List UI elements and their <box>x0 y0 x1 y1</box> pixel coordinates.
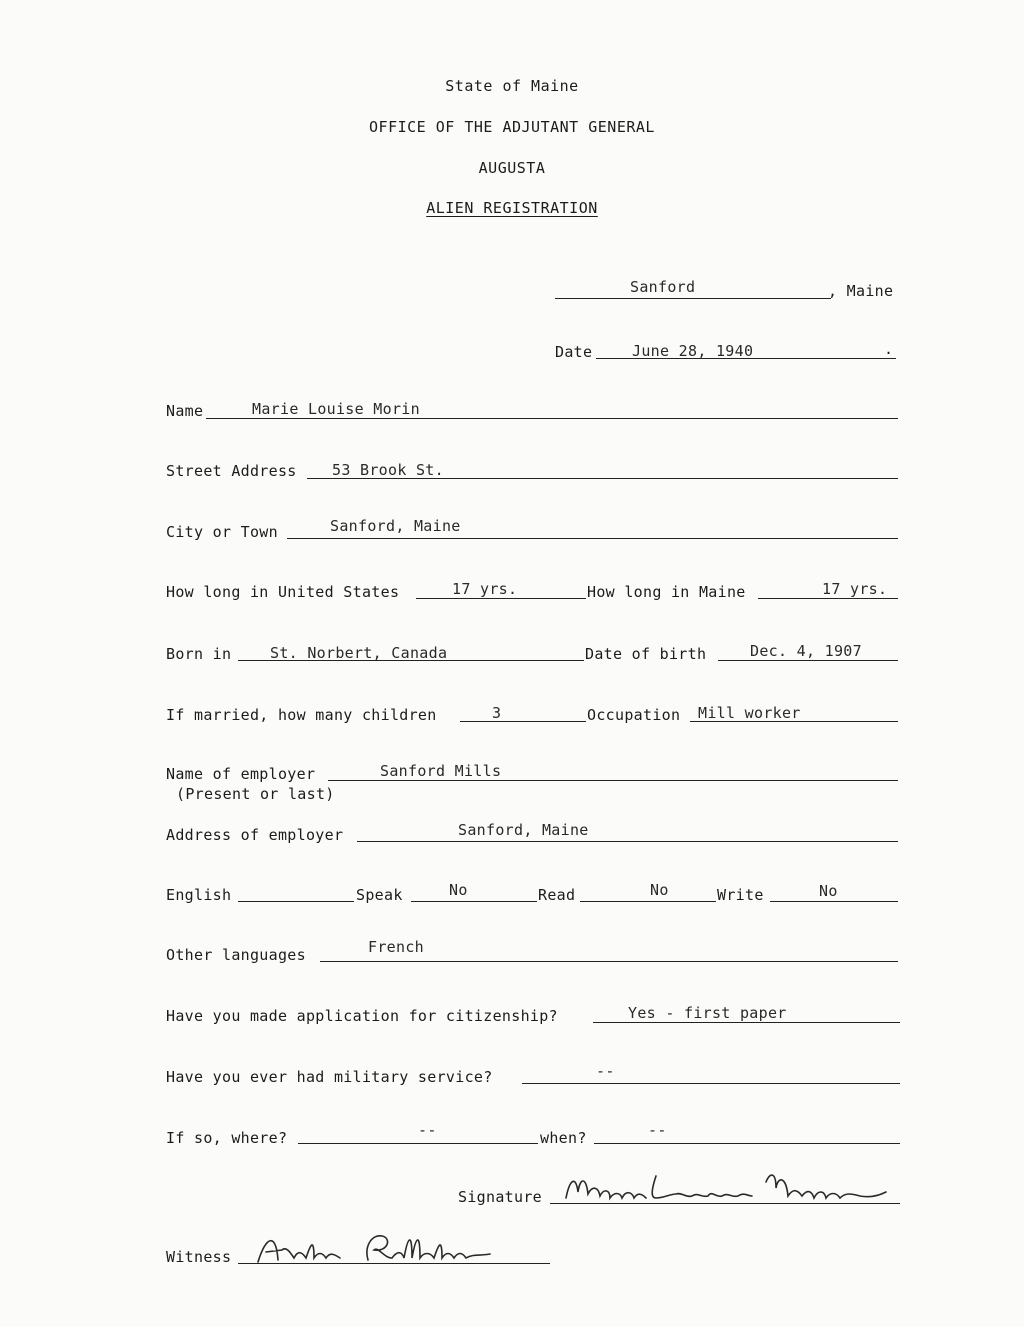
place-town-value: Sanford <box>630 278 696 296</box>
city-heading: AUGUSTA <box>478 159 546 177</box>
street-value: 53 Brook St. <box>332 461 444 479</box>
date-end-mark: . <box>884 340 894 358</box>
employer-address-value: Sanford, Maine <box>458 821 589 839</box>
city-label: City or Town <box>166 523 278 541</box>
employer-line <box>328 780 898 781</box>
occupation-label: Occupation <box>587 706 681 724</box>
street-label: Street Address <box>166 462 297 480</box>
how-long-maine-label: How long in Maine <box>587 583 746 601</box>
employer-address-line <box>357 841 898 842</box>
write-label: Write <box>717 886 764 904</box>
how-long-us-label: How long in United States <box>166 583 400 601</box>
citizenship-line <box>593 1022 900 1023</box>
english-line <box>238 901 354 902</box>
read-line <box>580 901 716 902</box>
citizenship-value: Yes - first paper <box>628 1004 787 1022</box>
when-value: -- <box>648 1121 667 1139</box>
speak-value: No <box>449 881 468 899</box>
dob-label: Date of birth <box>585 645 707 663</box>
form-title: ALIEN REGISTRATION <box>426 199 598 217</box>
how-long-us-line <box>416 598 586 599</box>
other-languages-value: French <box>368 938 424 956</box>
other-languages-label: Other languages <box>166 946 306 964</box>
name-line <box>206 418 898 419</box>
city-line <box>287 538 898 539</box>
born-in-label: Born in <box>166 645 232 663</box>
english-label: English <box>166 886 232 904</box>
citizenship-label: Have you made application for citizenship? <box>166 1007 558 1025</box>
children-label: If married, how many children <box>166 706 437 724</box>
employer-sublabel: (Present or last) <box>176 785 335 803</box>
read-value: No <box>650 881 669 899</box>
military-line <box>522 1083 900 1084</box>
place-line <box>555 298 831 299</box>
military-value: -- <box>596 1062 615 1080</box>
where-line <box>298 1143 538 1144</box>
where-value: -- <box>418 1121 437 1139</box>
how-long-us-value: 17 yrs. <box>452 580 518 598</box>
name-value: Marie Louise Morin <box>252 400 420 418</box>
how-long-maine-value: 17 yrs. <box>822 580 888 598</box>
dob-value: Dec. 4, 1907 <box>750 642 862 660</box>
when-line <box>594 1143 900 1144</box>
write-value: No <box>819 882 838 900</box>
employer-address-label: Address of employer <box>166 826 344 844</box>
read-label: Read <box>538 886 576 904</box>
employer-label: Name of employer <box>166 765 316 783</box>
date-label: Date <box>555 343 593 361</box>
city-value: Sanford, Maine <box>330 517 461 535</box>
where-label: If so, where? <box>166 1129 288 1147</box>
name-label: Name <box>166 402 204 420</box>
occupation-value: Mill worker <box>698 704 801 722</box>
place-state-label: , Maine <box>828 282 894 300</box>
office-heading: OFFICE OF THE ADJUTANT GENERAL <box>369 118 655 136</box>
when-label: when? <box>540 1129 587 1147</box>
children-value: 3 <box>492 704 502 722</box>
date-value: June 28, 1940 <box>632 342 754 360</box>
other-languages-line <box>320 961 898 962</box>
employer-value: Sanford Mills <box>380 762 502 780</box>
witness-handwriting <box>252 1226 522 1272</box>
military-label: Have you ever had military service? <box>166 1068 493 1086</box>
signature-handwriting <box>560 1168 890 1210</box>
dob-line <box>718 660 898 661</box>
write-line <box>770 901 898 902</box>
speak-label: Speak <box>356 886 403 904</box>
state-heading: State of Maine <box>445 77 579 95</box>
speak-line <box>411 901 537 902</box>
how-long-maine-line <box>758 598 898 599</box>
witness-label: Witness <box>166 1248 232 1266</box>
born-in-value: St. Norbert, Canada <box>270 644 448 662</box>
signature-label: Signature <box>458 1188 542 1206</box>
children-line <box>460 721 586 722</box>
